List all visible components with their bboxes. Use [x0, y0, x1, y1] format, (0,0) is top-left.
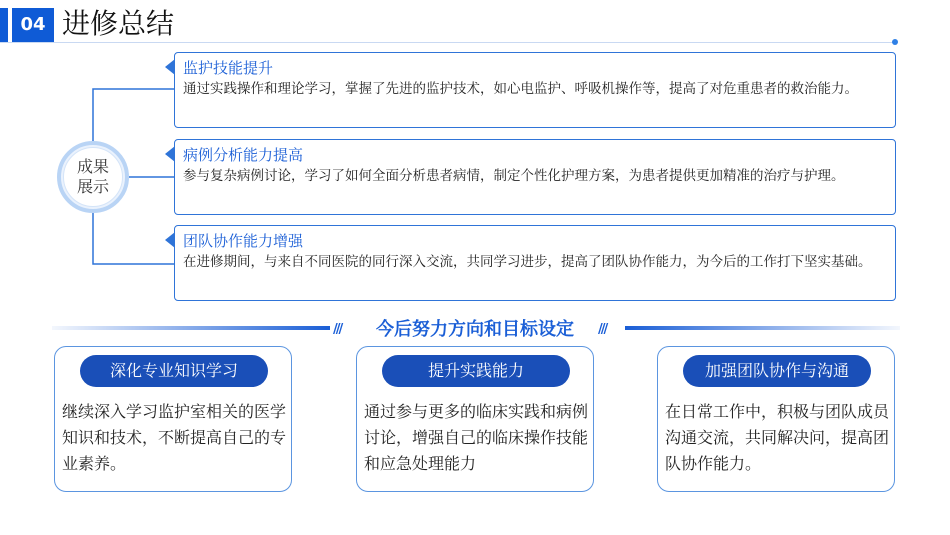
results-circle — [57, 141, 129, 213]
item-pointer-icon — [165, 59, 175, 75]
goal-card-title: 提升实践能力 — [382, 355, 570, 387]
results-circle-label — [63, 147, 123, 207]
connector-bottom — [93, 213, 175, 264]
goal-card-body: 继续深入学习监护室相关的医学知识和技术，不断提高自己的专业素养。 — [62, 402, 287, 473]
item-pointer-icon — [165, 232, 175, 248]
page-title: 进修总结 — [62, 7, 175, 40]
summary-item-body: 在进修期间，与来自不同医院的同行深入交流，共同学习进步，提高了团队协作能力，为今后的工作打下坚实基础。 — [183, 254, 872, 270]
summary-item-title: 团队协作能力增强 — [183, 232, 304, 250]
section-divider-right — [625, 326, 900, 330]
slash-decoration-icon: /// — [333, 322, 342, 337]
summary-item-body: 通过实践操作和理论学习，掌握了先进的监护技术，如心电监护、呼吸机操作等，提高了对危重患者的救治能力。 — [183, 81, 858, 97]
goal-card-title: 加强团队协作与沟通 — [683, 355, 871, 387]
goal-card-body: 通过参与更多的临床实践和病例讨论，增强自己的临床操作技能和应急处理能力 — [364, 402, 589, 473]
summary-item-title: 病例分析能力提高 — [183, 146, 304, 164]
goal-card-body: 在日常工作中，积极与团队成员沟通交流，共同解决问，提高团队协作能力。 — [665, 402, 890, 473]
goal-card-practice — [356, 346, 594, 492]
results-label-line1: 成果 — [76, 157, 109, 176]
slash-decoration-icon: /// — [598, 322, 607, 337]
goal-card-teamwork — [657, 346, 895, 492]
section-number-badge: 04 — [12, 8, 54, 42]
goal-card-title: 深化专业知识学习 — [80, 355, 268, 387]
summary-item-monitoring — [174, 52, 896, 128]
summary-item-teamwork — [174, 225, 896, 301]
goals-section-title: 今后努力方向和目标设定 — [376, 319, 574, 340]
goal-card-knowledge — [54, 346, 292, 492]
section-divider-left — [52, 326, 330, 330]
summary-item-title: 监护技能提升 — [183, 59, 274, 77]
connector-top — [93, 89, 175, 141]
summary-item-case-analysis — [174, 139, 896, 215]
summary-item-body: 参与复杂病例讨论，学习了如何全面分析患者病情，制定个性化护理方案，为患者提供更加精准的治疗与护理。 — [183, 168, 845, 184]
results-label-line2: 展示 — [76, 177, 109, 196]
item-pointer-icon — [165, 146, 175, 162]
